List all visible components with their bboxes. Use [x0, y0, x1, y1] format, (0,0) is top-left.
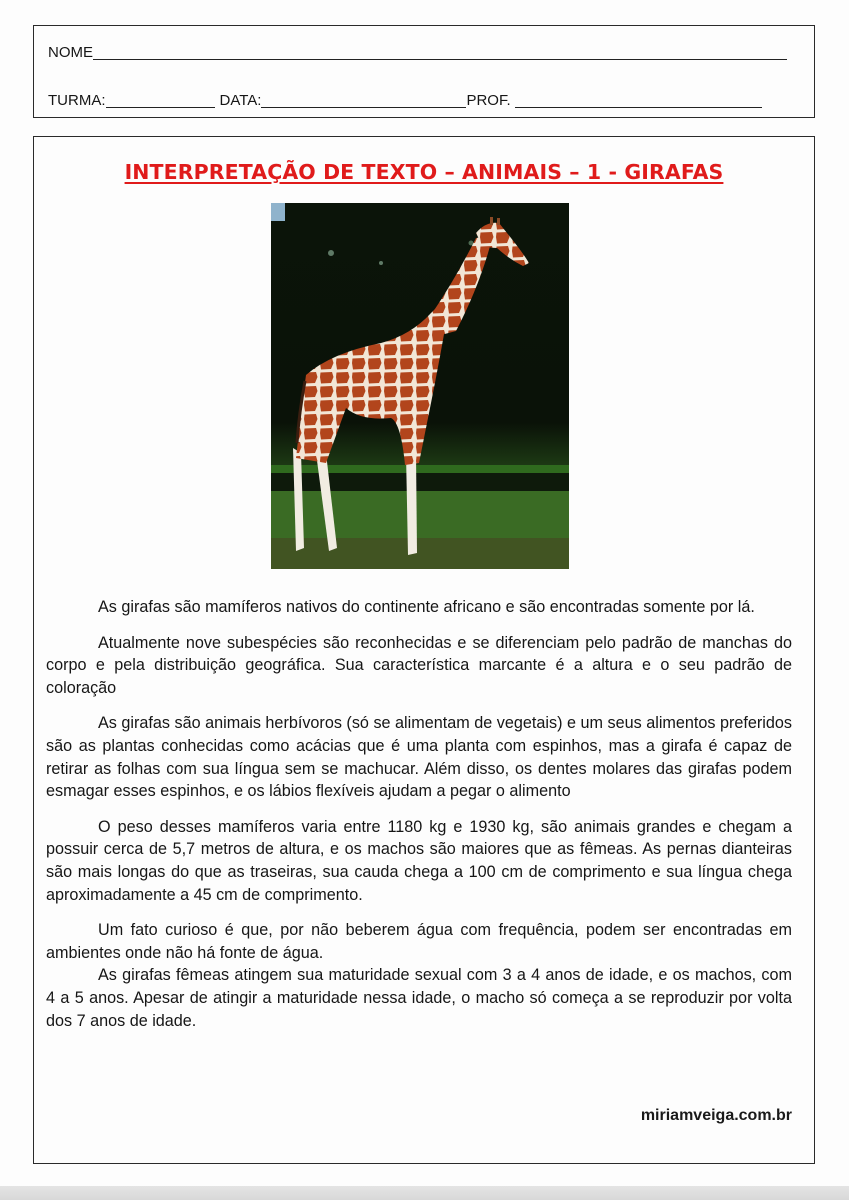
worksheet-title: INTERPRETAÇÃO DE TEXTO – ANIMAIS – 1 - GIRAFAS — [124, 160, 724, 184]
giraffe-photo — [271, 203, 569, 569]
teacher-label: PROF. — [466, 92, 511, 109]
class-date-teacher-row — [48, 92, 762, 110]
worksheet-box — [33, 136, 815, 1164]
name-row — [48, 44, 787, 62]
paragraph-1: As girafas são mamíferos nativos do continente africano e são encontradas somente por lá. — [98, 598, 755, 616]
paragraph-5: Um fato curioso é que, por não beberem água com frequência, podem ser encontradas em ambientes onde não há fonte de água. — [46, 921, 792, 962]
page-edge — [0, 1186, 849, 1200]
reading-text — [46, 596, 792, 1045]
giraffe-illustration-icon — [271, 203, 569, 569]
class-field[interactable] — [106, 93, 215, 108]
name-field[interactable] — [93, 45, 787, 60]
class-label: TURMA: — [48, 92, 106, 109]
name-label: NOME — [48, 44, 93, 61]
teacher-field[interactable] — [515, 93, 762, 108]
date-field[interactable] — [261, 93, 466, 108]
website-credit: miriamveiga.com.br — [640, 1107, 792, 1124]
date-label: DATA: — [219, 92, 262, 109]
paragraph-6: As girafas fêmeas atingem sua maturidade sexual com 3 a 4 anos de idade, e os machos, com 4 a 5 anos. Apesar de atingir a maturidade nessa idade, o macho só começa a se reproduzir por volta dos 7 anos de idade. — [46, 966, 792, 1030]
student-info-box — [33, 25, 815, 118]
paragraph-4: O peso desses mamíferos varia entre 1180 kg e 1930 kg, são animais grandes e chegam a possuir cerca de 5,7 metros de altura, e os machos são maiores que as fêmeas. As pernas dianteiras são mais longas do que as traseiras, sua cauda chega a 100 cm de comprimento e sua língua chega aproximadamente a 45 cm de comprimento. — [46, 817, 792, 904]
paragraph-3: As girafas são animais herbívoros (só se alimentam de vegetais) e um seus alimentos preferidos são as plantas conhecidas como acácias que é uma planta com espinhos, mas a girafa é capaz de retirar as folhas com sua língua sem se machucar. Além disso, os dentes molares das girafas podem esmagar esses espinhos, e os lábios flexíveis ajudam a pegar o alimento — [46, 714, 792, 801]
paragraph-2: Atualmente nove subespécies são reconhecidas e se diferenciam pelo padrão de manchas do corpo e pela distribuição geográfica. Sua característica marcante é a altura e o seu padrão de coloração — [46, 633, 792, 697]
